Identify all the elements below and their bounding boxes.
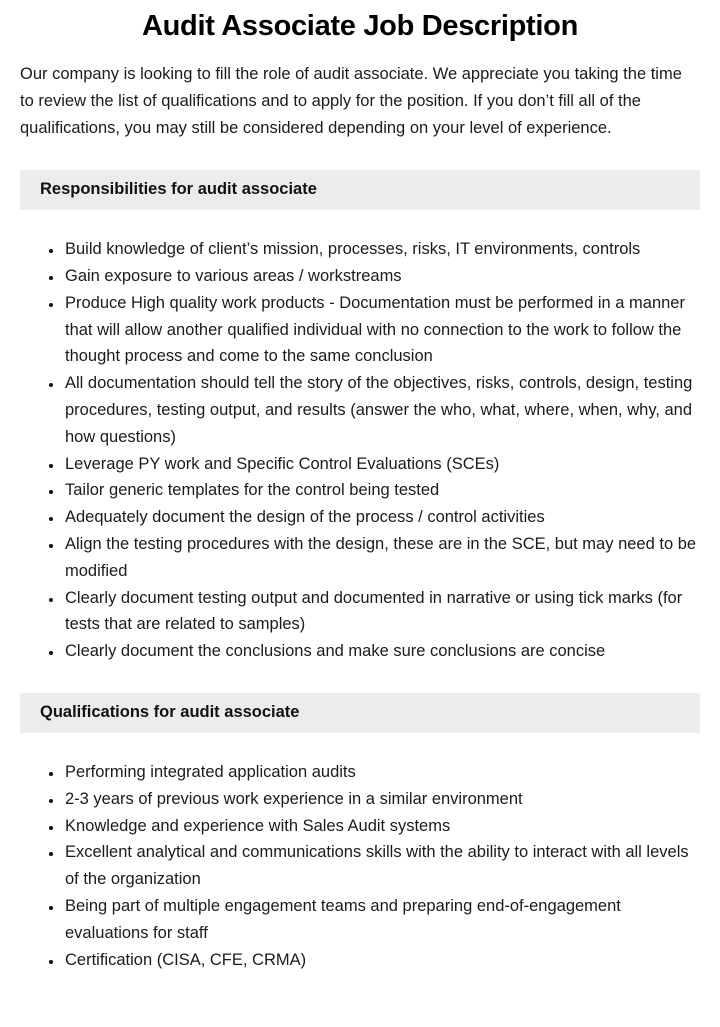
responsibilities-heading-text: Responsibilities for audit associate <box>40 180 317 199</box>
bullet-item: • Produce High quality work products - Documentation must be performed in a manner that will allow another qualified individual with no connection to the work to follow the thought process and come to the same conclusion <box>63 290 700 370</box>
qualifications-section <box>20 693 700 973</box>
bullet-item: • All documentation should tell the story of the objectives, risks, controls, design, testing procedures, testing output, and results (answer the who, what, where, when, why, and how questions) <box>63 370 700 450</box>
bullet-item: • Tailor generic templates for the control being tested <box>63 477 700 504</box>
qualifications-heading-text: Qualifications for audit associate <box>40 703 300 721</box>
qualifications-list <box>20 759 700 973</box>
bullet-item: • Clearly document the conclusions and make sure conclusions are concise <box>63 638 700 665</box>
bullet-item: • Knowledge and experience with Sales Audit systems <box>63 813 700 840</box>
bullet-item: • Clearly document testing output and documented in narrative or using tick marks (for tests that are related to samples) <box>63 585 700 639</box>
bullet-item: • Leverage PY work and Specific Control Evaluations (SCEs) <box>63 451 700 478</box>
page-title: Audit Associate Job Description <box>142 10 578 42</box>
bullet-item: • Performing integrated application audits <box>63 759 700 786</box>
responsibilities-header <box>20 170 700 210</box>
responsibilities-section <box>20 170 700 665</box>
bullet-item: • Build knowledge of client’s mission, processes, risks, IT environments, controls <box>63 236 700 263</box>
bullet-item: • Gain exposure to various areas / workstreams <box>63 263 700 290</box>
bullet-item: • Adequately document the design of the process / control activities <box>63 504 700 531</box>
bullet-item: • Align the testing procedures with the design, these are in the SCE, but may need to be modified <box>63 531 700 585</box>
bullet-item: • Excellent analytical and communications skills with the ability to interact with all levels of the organization <box>63 839 700 893</box>
bullet-item: • Being part of multiple engagement teams and preparing end-of-engagement evaluations for staff <box>63 893 700 947</box>
intro-paragraph: Our company is looking to fill the role of audit associate. We appreciate you taking the time to review the list of qualifications and to apply for the position. If you don’t fill all of the qualifications, you may still be considered depending on your level of experience. <box>20 65 682 138</box>
bullet-item: • Certification (CISA, CFE, CRMA) <box>63 947 700 974</box>
bullet-item: • 2-3 years of previous work experience in a similar environment <box>63 786 700 813</box>
responsibilities-list <box>20 236 700 665</box>
qualifications-header <box>20 693 700 733</box>
